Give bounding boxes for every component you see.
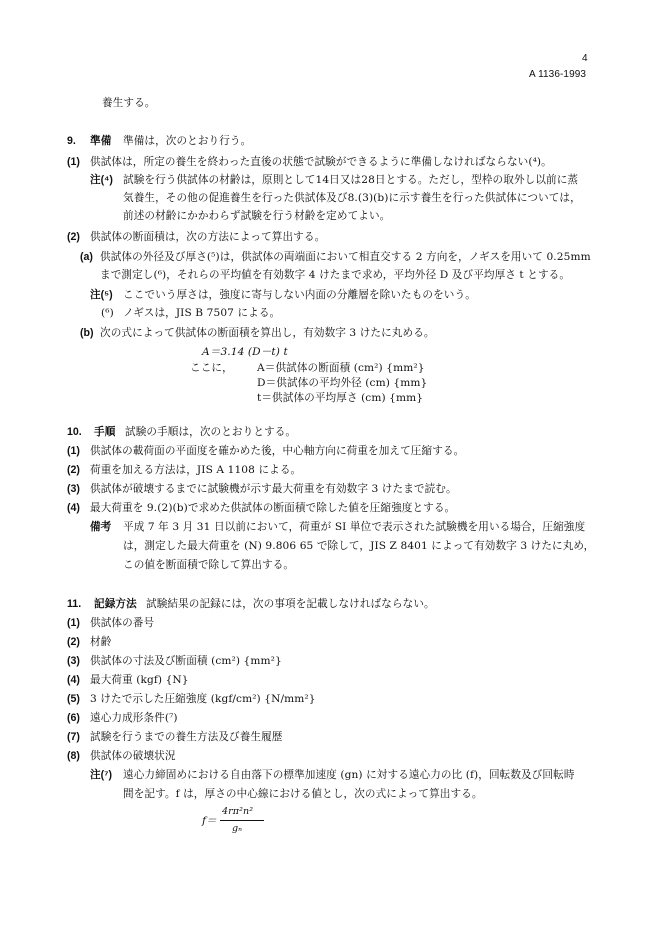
s11-note7-line: 遠心力締固めにおける自由落下の標準加速度 (gn) に対する遠心力の比 (f)，回転数及び回転時 <box>123 769 575 781</box>
s10-remark-line: は，測定した最大荷重を (N) 9.806 65 で除して，JIS Z 8401 によって有効数字 3 けたに丸め， <box>123 540 595 552</box>
s9-sub-b-text: 次の式によって供試体の断面積を算出し，有効数字 3 けたに丸める。 <box>100 327 435 339</box>
s11-item-number: (6) <box>67 712 80 724</box>
section-11-title <box>94 597 137 611</box>
s11-item-text: 遠心力成形条件(⁷) <box>90 712 178 724</box>
section-10-title <box>94 425 115 439</box>
continuation-text: 養生する。 <box>102 97 156 109</box>
where-label: ここに， <box>190 362 233 374</box>
s10-item-number: (4) <box>67 502 80 514</box>
section-9-intro: 準備は，次のとおり行う。 <box>123 135 252 147</box>
centrifugal-formula-numerator: 4rπ²n² <box>222 806 254 817</box>
s9-note4-label: 注(⁴) <box>90 174 113 186</box>
centrifugal-formula-lhs: f＝ <box>202 815 217 827</box>
s10-remark-line: 平成 7 年 3 月 31 日以前において，荷重が SI 単位で表示された試験機を用いる場合，圧縮強度 <box>123 521 586 533</box>
s11-item-text: 供試体の破壊状況 <box>90 750 176 762</box>
s10-item-number: (1) <box>67 445 80 457</box>
s10-item-text: 最大荷重を 9.(2)(b)で求めた供試体の断面積で除した値を圧縮強度とする。 <box>90 502 456 514</box>
s11-item-number: (1) <box>67 617 80 629</box>
centrifugal-formula-denominator: gₙ <box>232 823 243 834</box>
s10-item-text: 供試体の載荷面の平面度を確かめた後，中心軸方向に荷重を加えて圧縮する。 <box>90 445 465 457</box>
s9-item1-number: (1) <box>67 156 80 168</box>
s11-item-text: 最大荷重 (kgf) {N} <box>90 674 189 686</box>
s9-sub-a-line: まで測定し(⁶)，それらの平均値を有効数字 4 けたまで求め，平均外径 D 及び平均厚さ t とする。 <box>100 269 571 281</box>
s11-item-text: 3 けたで示した圧縮強度 (kgf/cm²) {N/mm²} <box>90 693 316 705</box>
area-formula: A＝3.14 (D－t) t <box>202 346 288 358</box>
s9-item2-text: 供試体の断面積は，次の方法によって算出する。 <box>90 231 326 243</box>
s11-item-text: 供試体の寸法及び断面積 (cm²) {mm²} <box>90 655 282 667</box>
s10-remark-line: この値を断面積で除して算出する。 <box>123 559 295 571</box>
section-11-number: 11. <box>67 598 82 610</box>
s9-note4-line: 気養生，その他の促進養生を行った供試体及び8.(3)(b)に示す養生を行った供試体については， <box>123 192 581 204</box>
s11-item-number: (7) <box>67 731 80 743</box>
section-10-intro: 試験の手順は，次のとおりとする。 <box>125 426 297 438</box>
s11-item-number: (2) <box>67 636 80 648</box>
s11-note7-label: 注(⁷) <box>90 769 113 781</box>
s9-sub-b-label: (b) <box>80 327 94 339</box>
s10-item-text: 供試体が破壊するまでに試験機が示す最大荷重を有効数字 3 けたまで読む。 <box>90 483 457 495</box>
section-11-intro: 試験結果の記録には，次の事項を記載しなければならない。 <box>146 598 435 610</box>
s11-item-text: 供試体の番号 <box>90 617 155 629</box>
s10-item-number: (2) <box>67 464 80 476</box>
section-9-title-text: 準備 <box>90 135 112 147</box>
s11-item-text: 試験を行うまでの養生方法及び養生履歴 <box>90 731 283 743</box>
where-line: A＝供試体の断面積 (cm²) {mm²} <box>257 362 425 374</box>
s9-sub-a-line: 供試体の外径及び厚さ(⁵)は，供試体の両端面において相直交する 2 方向を，ノギスを用いて 0.25mm <box>100 251 591 263</box>
s9-item2-number: (2) <box>67 231 80 243</box>
s9-sub-a-label: (a) <box>80 251 93 263</box>
s11-item-number: (3) <box>67 655 80 667</box>
s11-note7-line: 間を記す。f は，厚さの中心線における値とし，次の式によって算出する。 <box>123 788 483 800</box>
s10-item-text: 荷重を加える方法は，JIS A 1108 による。 <box>90 464 302 476</box>
s9-note6-label: (⁶) <box>101 307 114 319</box>
standard-code: A 1136-1993 <box>529 69 587 80</box>
s11-item-text: 材齢 <box>90 636 112 648</box>
fraction-bar <box>220 820 264 821</box>
s9-item1-text: 供試体は，所定の養生を終わった直後の状態で試験ができるように準備しなければならない(⁴)。 <box>90 156 552 168</box>
s11-item-number: (8) <box>67 750 80 762</box>
section-11-title-text: 記録方法 <box>94 598 137 610</box>
s9-note4-line: 前述の材齢にかかわらず試験を行う材齢を定めてよい。 <box>123 210 391 222</box>
section-9-title <box>90 134 111 148</box>
section-10-number: 10. <box>67 426 82 438</box>
s10-remark-label: 備考 <box>90 521 112 533</box>
s9-note4-line: 試験を行う供試体の材齢は，原則として14日又は28日とする。ただし，型枠の取外し以前に蒸 <box>123 174 579 186</box>
s9-note5-label: 注(⁵) <box>90 289 113 301</box>
section-9-number: 9. <box>67 135 76 147</box>
s11-item-number: (4) <box>67 674 80 686</box>
s11-item-number: (5) <box>67 693 80 705</box>
page-number: 4 <box>582 53 588 64</box>
s9-note6-text: ノギスは，JIS B 7507 による。 <box>123 307 281 319</box>
where-line: D＝供試体の平均外径 (cm) {mm} <box>257 377 428 389</box>
s9-note5-text: ここでいう厚さは，強度に寄与しない内面の分離層を除いたものをいう。 <box>123 289 476 301</box>
section-10-title-text: 手順 <box>94 426 116 438</box>
s10-item-number: (3) <box>67 483 80 495</box>
where-line: t＝供試体の平均厚さ (cm) {mm} <box>257 392 424 404</box>
